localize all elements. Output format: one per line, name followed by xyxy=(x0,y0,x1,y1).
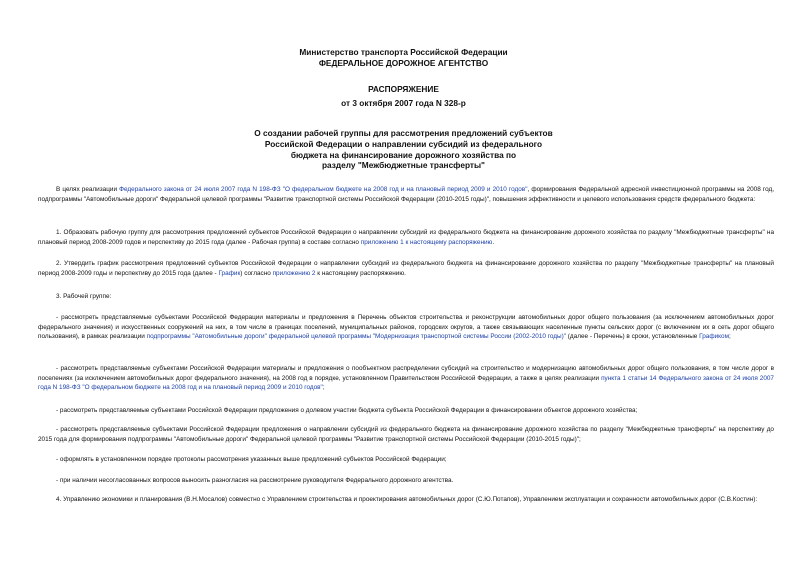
item-2-paragraph xyxy=(38,259,774,278)
subject-line: бюджета на финансирование дорожного хозяйства по xyxy=(290,149,517,160)
item-4-paragraph: 4. Управлению экономики и планирования (В.Н.Мосалов) совместно с Управлением строительства и проектирования автомобильных дорог (С.Ю.Потапов), Управлением эксплуатации и сохранности автомобильных дорог (С.В.Костин): xyxy=(56,496,758,503)
appendix-1-link[interactable]: приложению 1 к настоящему распоряжению xyxy=(360,238,493,246)
text-span: к настоящему распоряжению. xyxy=(315,269,406,277)
document-type: РАСПОРЯЖЕНИЕ xyxy=(368,84,439,94)
document-subject xyxy=(200,128,607,171)
appendix-2-link[interactable]: приложению 2 xyxy=(272,269,316,277)
intro-paragraph xyxy=(38,185,774,204)
item-3-bullet-5: - оформлять в установленном порядке протоколы рассмотрения указанных выше предложений субъектов Российской Федерации; xyxy=(56,456,447,463)
text-span: В целях реализации xyxy=(56,186,120,193)
text-span: ; xyxy=(729,333,731,341)
item-3-bullet-1 xyxy=(38,313,774,342)
item-3-bullet-4: - рассмотреть представляемые субъектами Российской Федерации предложения о направлении субсидий из федерального бюджета на финансирование дорожного хозяйства по разделу "Межбюджетные трансферты" на перспективу до 2015 года для формирования подпрограммы "Автомобильные дороги" Федеральной целевой программы "Развитие транспортной системы Российской Федерации (2010-2015 годы)"; xyxy=(38,426,774,443)
item-3-bullet-2 xyxy=(38,364,774,393)
document-date-number: от 3 октября 2007 года N 328-р xyxy=(341,98,466,108)
subject-line: разделу "Межбюджетные трансферты" xyxy=(321,160,485,171)
law-article-link[interactable]: пункта 1 статьи 14 Федерального закона от 24 июля 2007 года N 198-ФЗ "О федеральном бюджете на 2008 год и на плановый период 2009 и 2010 годов" xyxy=(38,374,774,392)
text-span: ; xyxy=(322,384,325,392)
issuer-block xyxy=(0,47,807,69)
item-1-paragraph xyxy=(38,228,774,247)
text-span: . xyxy=(492,238,495,246)
text-span: - рассмотреть представляемые субъектами Российской Федерации материалы и предложения в Перечень объектов строительства и реконструкции автомобильных дорог общего пользования (за исключением автомобильных дорог федерального значения) и искусственных сооружений на них, в том числе в границах поселений, муниципальных районов, городских округов, а также связывающих населенные пункты сельских дорог (с включением их в сеть дорог общего пользования), в рамках реализации xyxy=(38,314,774,341)
ministry-name: Министерство транспорта Российской Федерации xyxy=(299,47,508,57)
federal-law-link[interactable]: Федерального закона от 24 июля 2007 года N 198-ФЗ "О федеральном бюджете на 2008 год и на плановый период 2009 и 2010 годов" xyxy=(119,186,528,193)
text-span: ) согласно xyxy=(240,269,273,277)
subject-line: О создании рабочей группы для рассмотрения предложений субъектов xyxy=(254,128,553,138)
item-3-bullet-6: - при наличии несогласованных вопросов выносить разногласия на рассмотрение руководителя Федерального дорожного агентства. xyxy=(56,477,454,484)
text-span: 2. Утвердить график рассмотрения предложений субъектов Российской Федерации о направлении субсидий из федерального бюджета на финансирование дорожного хозяйства по разделу "Межбюджетные трансферты" на плановый период 2008-2009 годы и перспективу до 2015 года (далее - xyxy=(38,260,774,277)
text-span: , формирования Федеральной адресной инвестиционной программы на 2008 год, подпрограммы "Автомобильные дороги" Федеральной целевой программы "Развитие транспортной системы Российской Федерации (2010-2015 годы)", повышения эффективности и целевого использования средств федерального бюджета: xyxy=(38,186,774,203)
text-span: (далее - Перечень) в сроки, установленные xyxy=(566,333,700,341)
agency-name: ФЕДЕРАЛЬНОЕ ДОРОЖНОЕ АГЕНТСТВО xyxy=(318,58,489,68)
schedule-link[interactable]: График xyxy=(218,269,241,277)
item-3-bullet-3: - рассмотреть представляемые субъектами Российской Федерации предложения о долевом участии бюджета субъекта Российской Федерации в финансировании объектов дорожного хозяйства; xyxy=(56,407,638,414)
item-3-heading: 3. Рабочей группе: xyxy=(56,293,112,300)
schedule-link[interactable]: Графиком xyxy=(699,333,729,341)
text-span: - рассмотреть представляемые субъектами Российской Федерации материалы и предложения о пообъектном распределении субсидий на строительство и модернизацию автомобильных дорог общего пользования, в том числе дорог в поселениях (за исключением автомобильных дорог федерального значения), на 2008 год в порядке, установленном Правительством Российской Федерации, а также в целях реализации xyxy=(38,365,774,382)
text-span: 1. Образовать рабочую группу для рассмотрения предложений субъектов Российской Федерации о направлении субсидий из федерального бюджета на финансирование дорожного хозяйства по разделу "Межбюджетные трансферты" на плановый период 2008-2009 годов и перспективу до 2015 года (далее - Рабочая группа) в составе согласно xyxy=(38,229,774,246)
subprogram-link[interactable]: подпрограммы "Автомобильные дороги" федеральной целевой программы "Модернизация транспортной системы России (2002-2010 годы)" xyxy=(146,333,567,341)
subject-line: Российской Федерации о направлении субсидий из федерального xyxy=(264,138,543,149)
